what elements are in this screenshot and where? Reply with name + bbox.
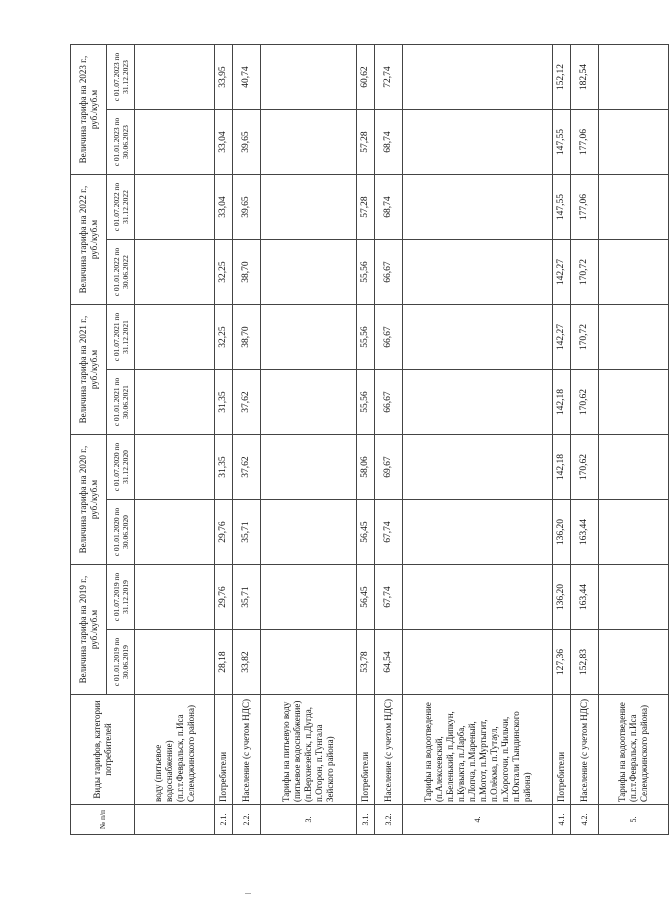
tariff-value-cell: 152,83 [571, 630, 599, 695]
header-period: с 01.01.2021 по 30.06.2021 [107, 370, 135, 435]
row-category: воду (питьевое водоснабжение) (п.г.т.Февральск, п.Иса Селемджинского района) [135, 695, 215, 805]
row-index: 2.2. [233, 805, 261, 835]
tariff-value-cell [403, 305, 553, 370]
tariff-value-cell: 32,25 [215, 240, 233, 305]
row-category: Потребители [357, 695, 375, 805]
tariff-value-cell [403, 565, 553, 630]
tariff-value-cell: 152,12 [553, 45, 571, 110]
row-category: Потребители [215, 695, 233, 805]
row-category: Тарифы на водоотведение (п.г.т.Февральск, п.Иса Селемджинского района) [599, 695, 669, 805]
tariff-value-cell [261, 630, 357, 695]
tariff-value-cell [403, 110, 553, 175]
tariff-value-cell [135, 565, 215, 630]
tariff-value-cell: 57,28 [357, 175, 375, 240]
tariff-value-cell: 163,44 [571, 565, 599, 630]
tariff-value-cell: 142,27 [553, 240, 571, 305]
tariff-value-cell: 31,35 [215, 435, 233, 500]
row-index: 3.2. [375, 805, 403, 835]
tariff-value-cell [261, 305, 357, 370]
tariff-value-cell: 66,67 [375, 370, 403, 435]
tariff-value-cell: 170,62 [571, 435, 599, 500]
tariff-value-cell: 72,74 [375, 45, 403, 110]
tariff-value-cell: 136,20 [553, 565, 571, 630]
row-index: 2.1. [215, 805, 233, 835]
tariff-value-cell: 68,74 [375, 110, 403, 175]
tariff-value-cell [599, 305, 669, 370]
tariff-value-cell [135, 45, 215, 110]
tariff-value-cell [403, 175, 553, 240]
tariff-value-cell: 170,62 [571, 370, 599, 435]
tariff-value-cell [599, 630, 669, 695]
tariff-value-cell: 39,65 [233, 110, 261, 175]
tariff-value-cell [135, 630, 215, 695]
tariff-value-cell: 60,62 [357, 45, 375, 110]
header-period: с 01.01.2020 по 30.06.2020 [107, 500, 135, 565]
tariff-value-cell: 38,70 [233, 305, 261, 370]
tariff-value-cell [135, 435, 215, 500]
table-row [233, 45, 261, 835]
tariff-value-cell [261, 240, 357, 305]
table-row [571, 45, 599, 835]
tariff-value-cell: 147,55 [553, 110, 571, 175]
tariff-value-cell [599, 500, 669, 565]
tariff-value-cell: 127,36 [553, 630, 571, 695]
tariff-value-cell: 67,74 [375, 500, 403, 565]
tariff-value-cell: 177,06 [571, 175, 599, 240]
table-row [599, 45, 669, 835]
tariff-value-cell [599, 175, 669, 240]
tariff-value-cell: 33,82 [233, 630, 261, 695]
tariff-value-cell: 33,04 [215, 175, 233, 240]
tariff-value-cell: 64,54 [375, 630, 403, 695]
tariff-value-cell: 35,71 [233, 565, 261, 630]
row-category: Тарифы на водоотведение (п.Алексеевский, п.Беленький, п.Дипкун, п.Кувыкта, п.Ларба, п.Лопча, п.Мареный, п.Могот, п.Муртыгит, п.Олёкма, п.Тутаул, п.Хорогочи, п.Чильчи, п.Юктали Тындинского района) [403, 695, 553, 805]
tariff-value-cell: 142,18 [553, 370, 571, 435]
tariff-value-cell: 28,18 [215, 630, 233, 695]
tariff-value-cell [599, 370, 669, 435]
tariff-value-cell: 182,54 [571, 45, 599, 110]
header-year-2023: Величина тарифа на 2023 г., руб./куб.м [71, 45, 107, 175]
tariff-value-cell [135, 305, 215, 370]
tariff-value-cell: 33,04 [215, 110, 233, 175]
tariff-value-cell: 66,67 [375, 305, 403, 370]
tariff-value-cell [261, 175, 357, 240]
tariff-value-cell [261, 45, 357, 110]
table-row [357, 45, 375, 835]
tariff-table-body [135, 45, 669, 835]
row-category: Население (с учетом НДС) [233, 695, 261, 805]
table-row [135, 45, 215, 835]
tariff-value-cell [135, 500, 215, 565]
tariff-value-cell: 38,70 [233, 240, 261, 305]
header-period: с 01.07.2019 по 31.12.2019 [107, 565, 135, 630]
tariff-value-cell [135, 175, 215, 240]
tariff-value-cell: 142,27 [553, 305, 571, 370]
tariff-value-cell: 56,45 [357, 500, 375, 565]
header-year-2022: Величина тарифа на 2022 г., руб./куб.м [71, 175, 107, 305]
header-year-2021: Величина тарифа на 2021 г., руб./куб.м [71, 305, 107, 435]
header-period: с 01.07.2022 по 31.12.2022 [107, 175, 135, 240]
tariff-value-cell: 170,72 [571, 240, 599, 305]
tariff-value-cell [403, 370, 553, 435]
tariff-value-cell [261, 565, 357, 630]
tariff-value-cell: 31,35 [215, 370, 233, 435]
tariff-value-cell [403, 435, 553, 500]
rotated-tariff-table-container [70, 45, 649, 835]
tariff-value-cell [403, 630, 553, 695]
tariff-value-cell: 56,45 [357, 565, 375, 630]
tariff-value-cell: 33,95 [215, 45, 233, 110]
row-index: 3. [261, 805, 357, 835]
header-period: с 01.01.2023 по 30.06.2023 [107, 110, 135, 175]
tariff-value-cell [599, 565, 669, 630]
tariff-value-cell [599, 435, 669, 500]
header-year-2019: Величина тарифа на 2019 г., руб./куб.м [71, 565, 107, 695]
row-index: 5. [599, 805, 669, 835]
tariff-value-cell: 147,55 [553, 175, 571, 240]
tariff-value-cell: 67,74 [375, 565, 403, 630]
tariff-value-cell [261, 110, 357, 175]
header-year-2020: Величина тарифа на 2020 г., руб./куб.м [71, 435, 107, 565]
table-row [215, 45, 233, 835]
header-num: № п/п [71, 805, 135, 835]
header-period: с 01.01.2019 по 30.06.2019 [107, 630, 135, 695]
tariff-value-cell: 58,06 [357, 435, 375, 500]
tariff-value-cell [599, 110, 669, 175]
tariff-value-cell [135, 110, 215, 175]
tariff-value-cell: 66,67 [375, 240, 403, 305]
tariff-value-cell [403, 240, 553, 305]
row-category: Потребители [553, 695, 571, 805]
tariff-value-cell: 55,56 [357, 305, 375, 370]
tariff-value-cell: 29,76 [215, 565, 233, 630]
table-row [403, 45, 553, 835]
tariff-value-cell: 55,56 [357, 370, 375, 435]
tariff-value-cell: 39,65 [233, 175, 261, 240]
tariff-value-cell [261, 370, 357, 435]
row-index [135, 805, 215, 835]
table-row [553, 45, 571, 835]
header-period: с 01.01.2022 по 30.06.2022 [107, 240, 135, 305]
tariff-value-cell: 177,06 [571, 110, 599, 175]
header-period: с 01.07.2023 по 31.12.2023 [107, 45, 135, 110]
row-category: Население (с учетом НДС) [571, 695, 599, 805]
header-period: с 01.07.2021 по 31.12.2021 [107, 305, 135, 370]
row-index: 3.1. [357, 805, 375, 835]
header-period: с 01.07.2020 по 31.12.2020 [107, 435, 135, 500]
tariff-value-cell: 37,62 [233, 435, 261, 500]
tariff-value-cell: 29,76 [215, 500, 233, 565]
tariff-value-cell: 57,28 [357, 110, 375, 175]
tariff-value-cell: 136,20 [553, 500, 571, 565]
tariff-value-cell: 163,44 [571, 500, 599, 565]
tariff-value-cell: 170,72 [571, 305, 599, 370]
tariff-value-cell: 35,71 [233, 500, 261, 565]
tariff-value-cell: 37,62 [233, 370, 261, 435]
tariff-value-cell [261, 435, 357, 500]
row-category: Население (с учетом НДС) [375, 695, 403, 805]
tariff-value-cell: 69,67 [375, 435, 403, 500]
tariff-value-cell [261, 500, 357, 565]
tariff-table [70, 44, 669, 835]
tariff-value-cell: 68,74 [375, 175, 403, 240]
tariff-value-cell: 53,78 [357, 630, 375, 695]
tariff-value-cell [403, 500, 553, 565]
page-mark [245, 893, 251, 894]
tariff-value-cell: 55,56 [357, 240, 375, 305]
tariff-value-cell [403, 45, 553, 110]
table-row [375, 45, 403, 835]
tariff-value-cell: 32,25 [215, 305, 233, 370]
tariff-value-cell: 142,18 [553, 435, 571, 500]
table-row [261, 45, 357, 835]
header-kind: Виды тарифов, категории потребителей [71, 695, 135, 805]
tariff-value-cell [599, 240, 669, 305]
row-category: Тарифы на питьевую воду (питьевое водоснабжение) (п.Верхнезейск, п.Дугда, п.Огорон, п.Тунгала Зейского района) [261, 695, 357, 805]
tariff-value-cell: 40,74 [233, 45, 261, 110]
tariff-value-cell [599, 45, 669, 110]
row-index: 4. [403, 805, 553, 835]
row-index: 4.2. [571, 805, 599, 835]
tariff-value-cell [135, 370, 215, 435]
row-index: 4.1. [553, 805, 571, 835]
tariff-value-cell [135, 240, 215, 305]
